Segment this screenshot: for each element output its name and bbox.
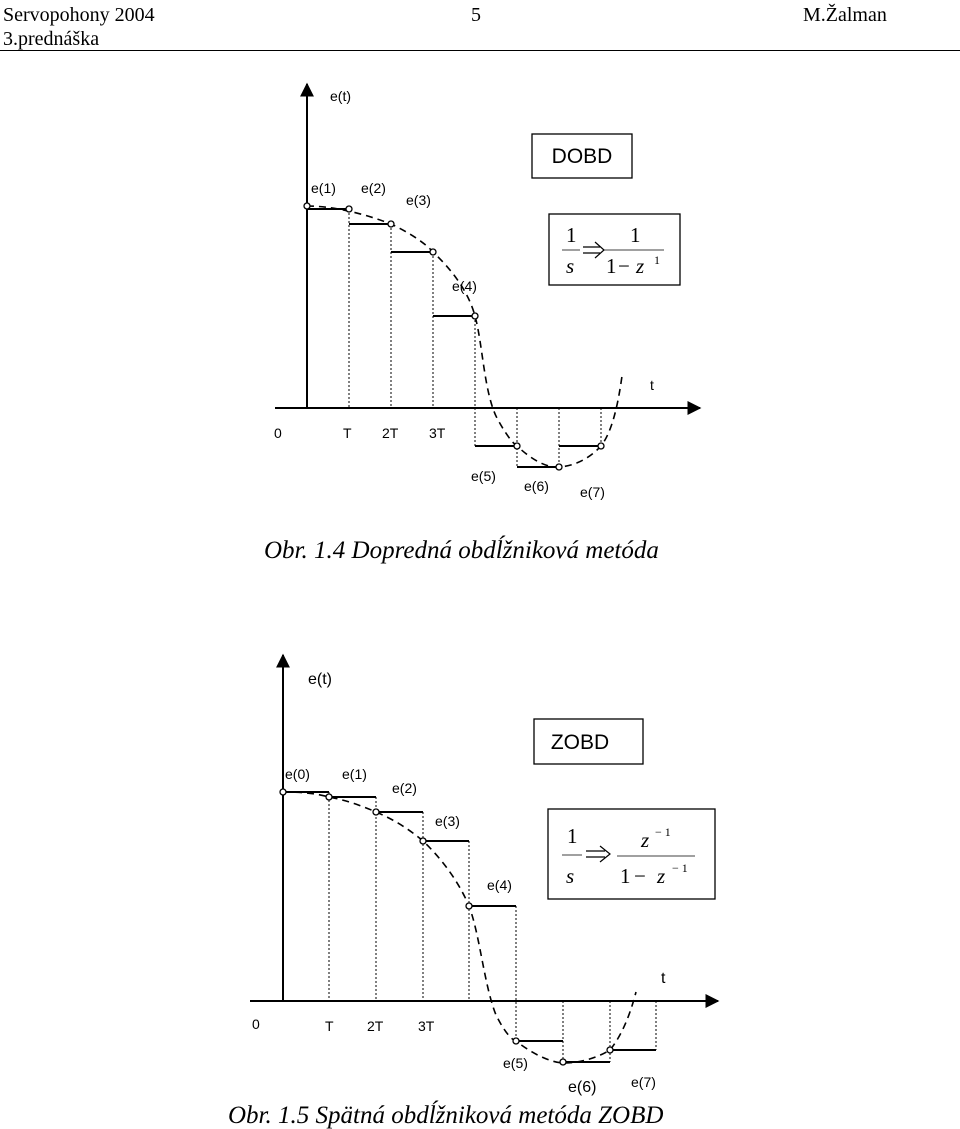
fig2-formula-left-num: 1 [567,824,578,848]
fig2-formula-num-z: z [641,828,650,852]
fig1-tick-0: 0 [274,425,282,441]
fig1-formula-den-z: z [636,254,645,278]
fig1-formula-right-num: 1 [630,223,641,247]
header-course: Servopohony 2004 [3,4,155,26]
fig1-label-e7: e(7) [580,484,605,500]
fig1-formula-den-exp: 1 [654,253,660,267]
fig2-formula-den-minus: − [634,864,646,888]
fig2-formula-num-exp: − 1 [655,825,671,839]
fig1-method-label: DOBD [551,145,613,168]
fig2-label-e4: e(4) [487,877,512,893]
fig2-tick-2T: 2T [367,1018,384,1034]
fig1-tick-3T: 3T [429,425,446,441]
fig2-label-e5: e(5) [503,1055,528,1071]
fig1-label-e3: e(3) [406,192,431,208]
fig1-caption: Obr. 1.4 Dopredná obdĺžniková metóda [264,537,659,564]
fig1-tick-T: T [343,425,352,441]
fig1-tick-2T: 2T [382,425,399,441]
fig2-label-e6: e(6) [568,1079,597,1096]
fig2-tick-3T: 3T [418,1018,435,1034]
fig1-formula-left-num: 1 [566,223,577,247]
fig2-label-e3: e(3) [435,813,460,829]
fig2-formula-den-exp: − 1 [672,861,688,875]
fig2-tick-T: T [325,1018,334,1034]
figure-2 [228,655,718,1129]
fig1-label-e5: e(5) [471,468,496,484]
fig1-t-label: t [650,377,654,393]
fig2-formula-left-den: s [566,864,575,888]
header-lecture: 3.prednáška [3,28,100,50]
fig2-caption: Obr. 1.5 Spätná obdĺžniková metóda ZOBD [228,1102,664,1129]
fig1-label-e2: e(2) [361,180,386,196]
fig2-label-e7: e(7) [631,1074,656,1090]
fig1-label-e1: e(1) [311,180,336,196]
fig1-formula-den-one: 1 [606,254,617,278]
fig2-formula-den-one: 1 [620,864,631,888]
header-author: M.Žalman [803,4,887,26]
fig2-label-e0: e(0) [285,766,310,782]
fig1-formula-den-minus: − [618,254,630,278]
fig2-label-e1: e(1) [342,766,367,782]
figure-1 [264,84,700,564]
fig1-label-e4: e(4) [452,278,477,294]
fig2-method-label: ZOBD [550,731,610,754]
fig2-t-label: t [661,970,666,987]
fig1-label-e6: e(6) [524,478,549,494]
header-page-number: 5 [471,4,481,26]
fig2-label-e2: e(2) [392,780,417,796]
fig2-y-label: e(t) [308,671,332,688]
fig1-y-label: e(t) [330,88,351,104]
fig2-formula-den-z: z [657,864,666,888]
fig1-formula-left-den: s [566,254,575,278]
fig2-tick-0: 0 [252,1016,260,1032]
